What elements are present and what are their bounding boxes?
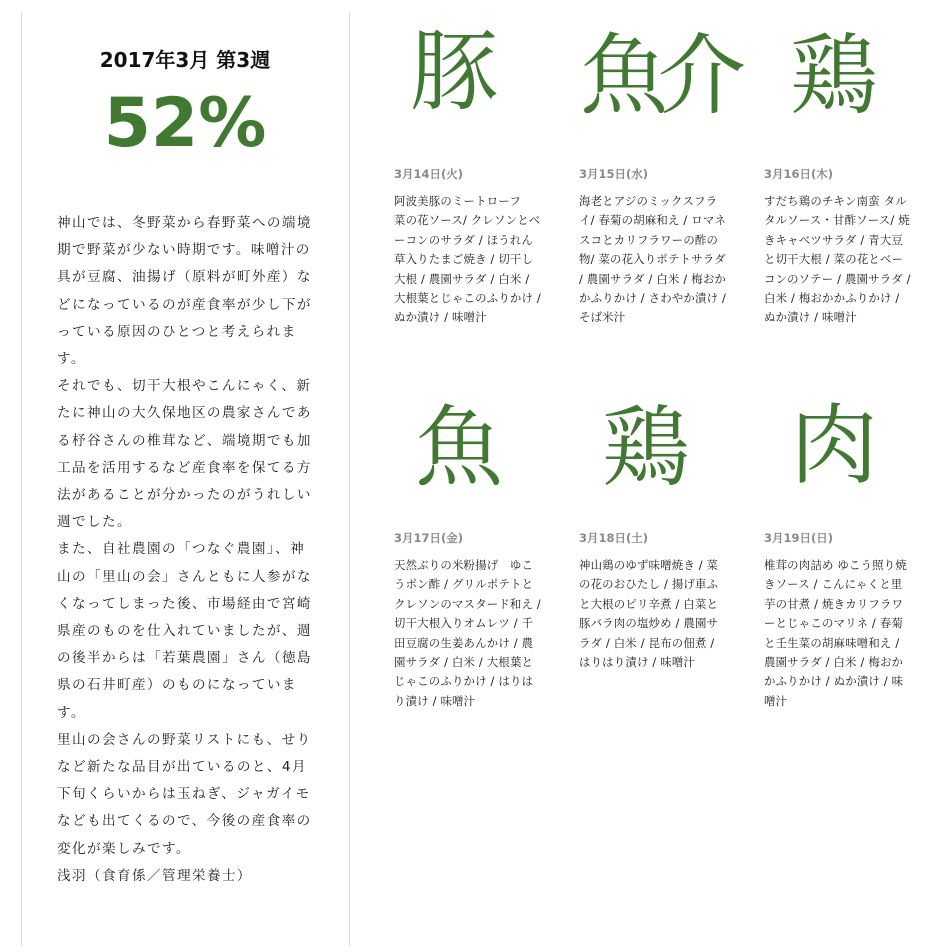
- day-menu: 神山鶏のゆず味噌焼き / 菜の花のおひたし / 揚げ車ふと大根のピリ辛煮 / 白菜と豚バラ肉の塩炒め / 農園サラダ / 白米 / 昆布の佃煮 / はりはり漬け / 味噌汁: [579, 558, 719, 670]
- author: 浅羽（食育係／管理栄養士）: [57, 867, 252, 884]
- paragraph: 神山では、冬野菜から春野菜への端境期で野菜が少ない時期です。味噌汁の具が豆腐、油揚げ（原料が町外産）などになっているのが産食率が少し下がっている原因のひとつと考えられます。: [57, 215, 312, 368]
- paragraph: また、自社農園の「つなぐ農園」、神山の「里山の会」さんともに人参がなくなってしまった後、市場経由で宮崎県産のものを仕入れていましたが、週の後半からは「若葉農園」さん（徳島県の石井町産）のものになっています。: [57, 541, 312, 721]
- day-menu: 海老とアジのミックスフライ/ 春菊の胡麻和え / ロマネスコとカリフラワーの酢の物/ 菜の花入りポテトサラダ / 農園サラダ / 白米 / 梅おかかふりかけ / さわやか漬け / そば米汁: [579, 194, 727, 325]
- main-dish-kanji: 魚介: [580, 24, 737, 127]
- day-date: 3月17日(金): [394, 531, 464, 545]
- main-dish-kanji: 鶏: [790, 24, 879, 127]
- main-dish-kanji: 豚: [410, 20, 499, 123]
- local-food-rate: 52%: [103, 84, 267, 163]
- main-dish-kanji: 鶏: [602, 396, 691, 499]
- day-menu: 天然ぶりの米粉揚げ ゆこうポン酢 / グリルポテトとクレソンのマスタード和え / 切干大根入りオムレツ / 千田豆腐の生姜あんかけ / 農園サラダ / 白米 / 大根葉とじゃこのふりかけ / はりはり漬け / 味噌汁: [394, 558, 541, 708]
- day-date: 3月18日(土): [579, 531, 649, 545]
- paragraph: それでも、切干大根やこんにゃく、新たに神山の大久保地区の農家さんである杼谷さんの椎茸など、端境期でも加工品を活用するなど産食率を保てる方法があることが分かったのがうれしい週でした。: [57, 378, 312, 531]
- paragraph: 里山の会さんの野菜リストにも、せりなど新たな品目が出ているのと、4月下旬くらいからは玉ねぎ、ジャガイモなども出てくるので、今後の産食率の変化が楽しみです。: [57, 731, 312, 857]
- day-menu: 椎茸の肉詰め ゆこう照り焼きソース / こんにゃくと里芋の甘煮 / 焼きカリフラワーとじゃこのマリネ / 春菊と壬生菜の胡麻味噌和え / 農園サラダ / 白米 / 梅おかかふりかけ / ぬか漬け / 味噌汁: [764, 558, 907, 708]
- day-menu: すだち鶏のチキン南蛮 タルタルソース・甘酢ソース/ 焼きキャベツサラダ / 青大豆と切干大根 / 菜の花とベーコンのソテー / 農園サラダ / 白米 / 梅おかかふりかけ / ぬか漬け / 味噌汁: [764, 194, 911, 325]
- main-dish-kanji: 肉: [790, 394, 879, 497]
- week-label: 2017年3月 第3週: [99, 48, 271, 72]
- commentary: [57, 210, 319, 890]
- day-date: 3月15日(水): [579, 167, 649, 181]
- day-menu: 阿波美豚のミートローフ 菜の花ソース/ クレソンとベーコンのサラダ / ほうれん草入りたまご焼き / 切干し大根 / 農園サラダ / 白米 / 大根葉とじゃこのふりかけ / ぬか漬け / 味噌汁: [394, 194, 541, 325]
- main-dish-kanji: 魚: [415, 396, 504, 499]
- day-date: 3月14日(火): [394, 167, 464, 181]
- day-date: 3月16日(木): [764, 167, 834, 181]
- column-divider: [349, 12, 350, 946]
- day-date: 3月19日(日): [764, 531, 834, 545]
